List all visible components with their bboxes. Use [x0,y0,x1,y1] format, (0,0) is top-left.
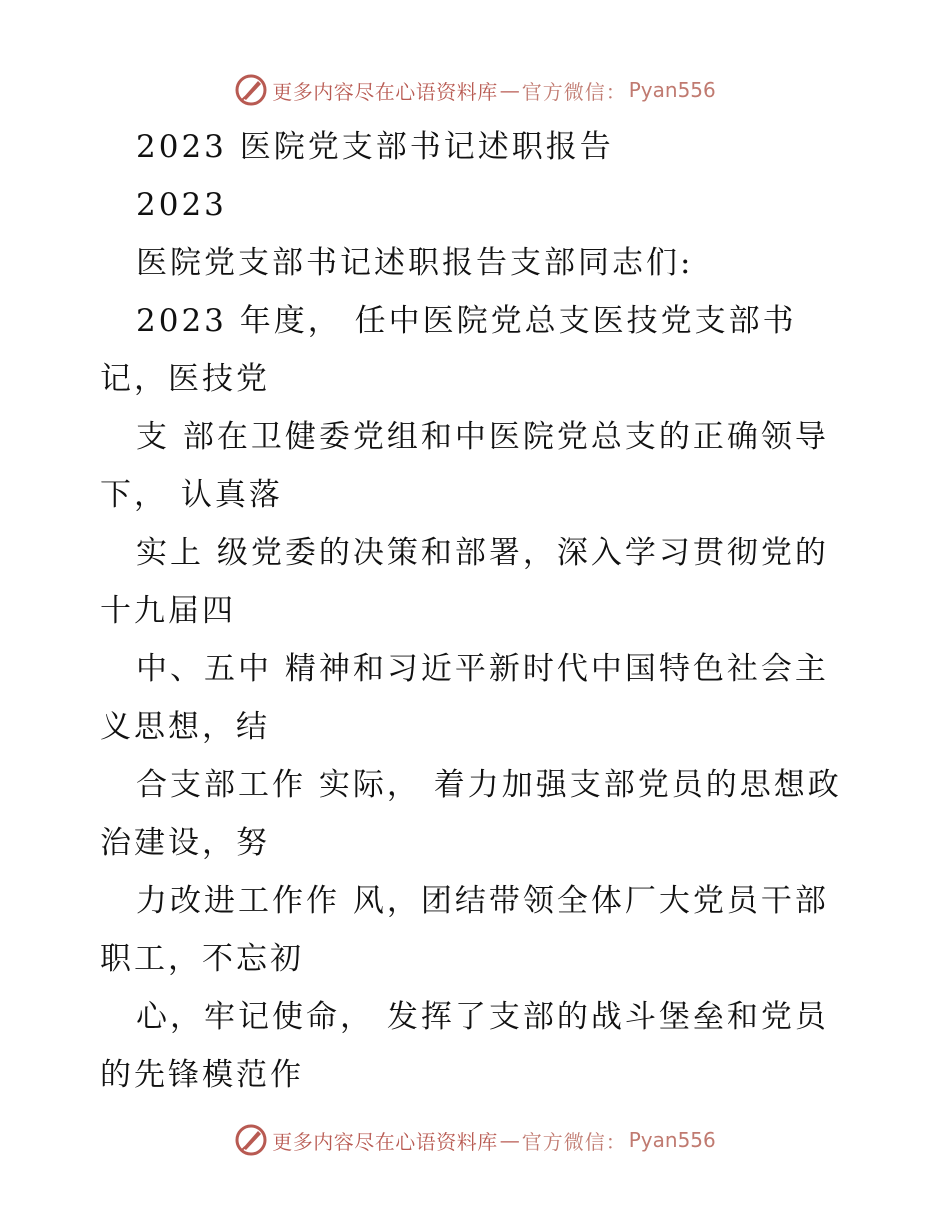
doc-line: 下， 认真落 [100,477,283,513]
watermark-id: Pyan556 [628,78,716,102]
watermark-label: 官方微信： [521,1129,627,1154]
footer-watermark [0,1120,950,1160]
doc-line: 合支部工作 实际， 着力加强支部党员的思想政 [136,767,842,803]
watermark-text: 更多内容尽在心语资料库 [272,1129,498,1154]
document-body [100,118,860,1104]
doc-line: 2023 年度， 任中医院党总支医技党支部书 [136,303,797,339]
doc-line: 记，医技党 [100,361,270,397]
watermark-id: Pyan556 [628,1128,716,1152]
doc-line: 心，牢记使命， 发挥了支部的战斗堡垒和党员 [136,999,829,1035]
quill-logo-icon [234,73,268,107]
doc-line: 支 部在卫健委党组和中医院党总支的正确领导 [136,419,829,455]
watermark-text: 更多内容尽在心语资料库 [272,79,498,104]
quill-logo-icon [234,1123,268,1157]
watermark-separator: — [499,1128,520,1152]
doc-line: 治建设，努 [100,825,270,861]
header-watermark [0,70,950,110]
doc-line: 实上 级党委的决策和部署，深入学习贯彻党的 [136,535,829,571]
watermark-separator: — [499,78,520,102]
watermark-label: 官方微信： [521,79,627,104]
doc-title: 2023 医院党支部书记述职报告 [136,129,614,165]
doc-line: 2023 [136,187,227,223]
doc-line: 十九届四 [100,593,236,629]
doc-line: 的先锋模范作 [100,1057,304,1093]
doc-line: 职工，不忘初 [100,941,304,977]
doc-line: 中、五中 精神和习近平新时代中国特色社会主 [136,651,829,687]
doc-line: 力改进工作作 风，团结带领全体厂大党员干部 [136,883,829,919]
doc-line: 义思想，结 [100,709,270,745]
doc-line: 医院党支部书记述职报告支部同志们: [136,245,694,281]
